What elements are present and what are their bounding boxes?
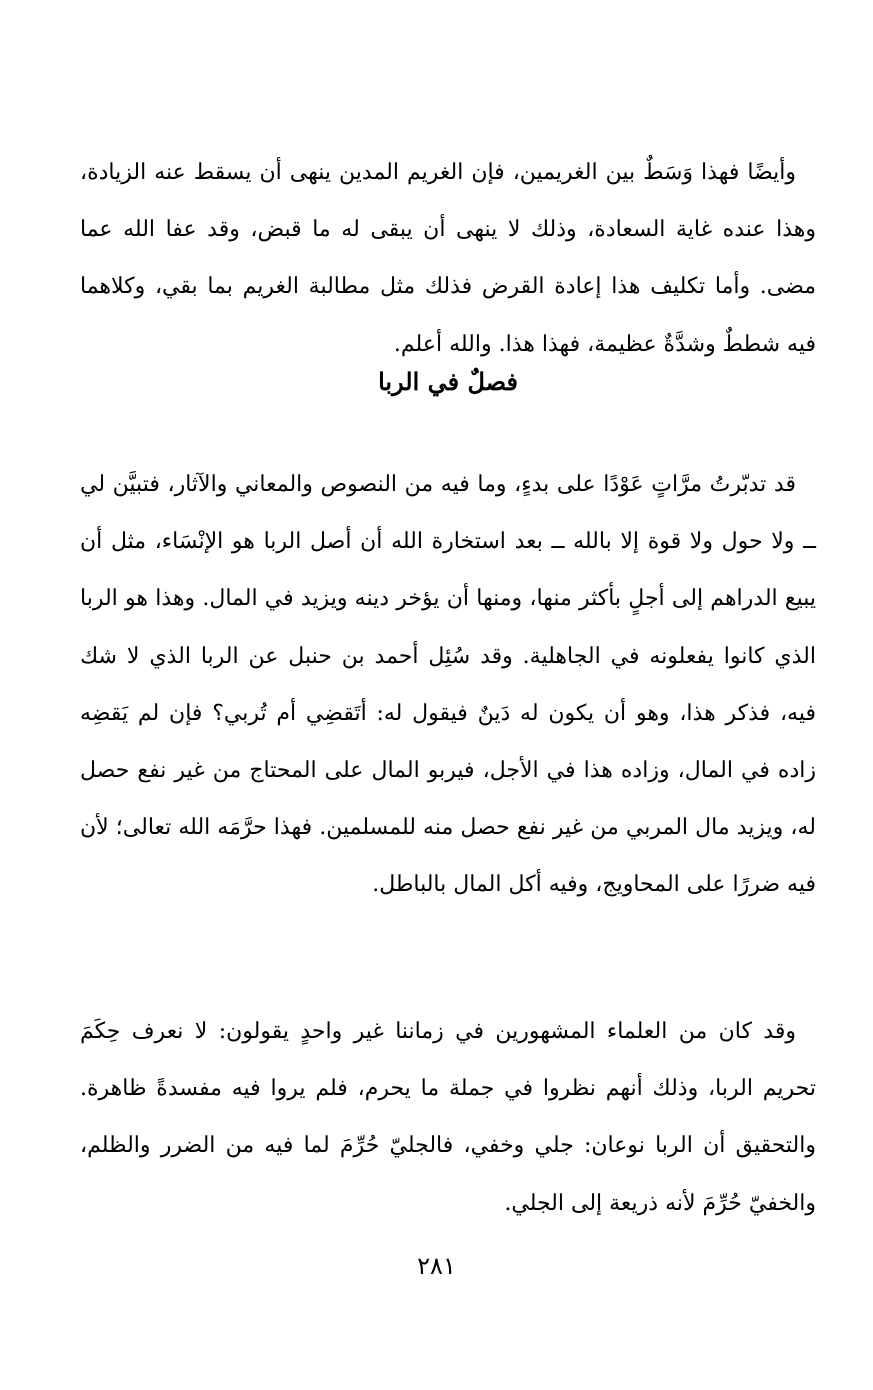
section-title: فصلٌ في الربا: [378, 367, 518, 396]
page-number: ٢٨١: [417, 1252, 456, 1280]
paragraph-3: وقد كان من العلماء المشهورين في زماننا غير واحدٍ يقولون: لا نعرف حِكَمَ تحريم الربا، وذلك أنهم نظروا في جملة ما يحرم، فلم يروا فيه مفسدةً ظاهرة. والتحقيق أن الربا نوعان: جلي وخفي، فالجليّ حُرِّمَ لما فيه من الضرر والظلم، والخفيّ حُرِّمَ لأنه ذريعة إلى الجلي.: [80, 1019, 816, 1216]
paragraph-2: قد تدبّرتُ مرَّاتٍ عَوْدًا على بدءٍ، وما فيه من النصوص والمعاني والآثار، فتبيَّن لي ــ ولا حول ولا قوة إلا بالله ــ بعد استخارة الله أن أصل الربا هو الإنْسَاء، مثل أن يبيع الدراهم إلى أجلٍ بأكثر منها، ومنها أن يؤخر دينه ويزيد في المال. وهذا هو الربا الذي كانوا يفعلونه في الجاهلية. وقد سُئِل أحمد بن حنبل عن الربا الذي لا شك فيه، فذكر هذا، وهو أن يكون له دَينٌ فيقول له: أتَقضِي أم تُربي؟ فإن لم يَقضِه زاده في المال، وزاده هذا في الأجل، فيربو المال على المحتاج من غير نفع حصل له، ويزيد مال المربي من غير نفع حصل منه للمسلمين. فهذا حرَّمَه الله تعالى؛ لأن فيه ضررًا على المحاويج، وفيه أكل المال بالباطل.: [80, 472, 816, 898]
paragraph-1: وأيضًا فهذا وَسَطٌ بين الغريمين، فإن الغريم المدين ينهى أن يسقط عنه الزيادة، وهذا عنده غاية السعادة، وذلك لا ينهى أن يبقى له ما قبض، وقد عفا الله عما مضى. وأما تكليف هذا إعادة القرض فذلك مثل مطالبة الغريم بما بقي، وكلاهما فيه شططٌ وشدَّةٌ عظيمة، فهذا هذا. والله أعلم.: [80, 160, 816, 357]
